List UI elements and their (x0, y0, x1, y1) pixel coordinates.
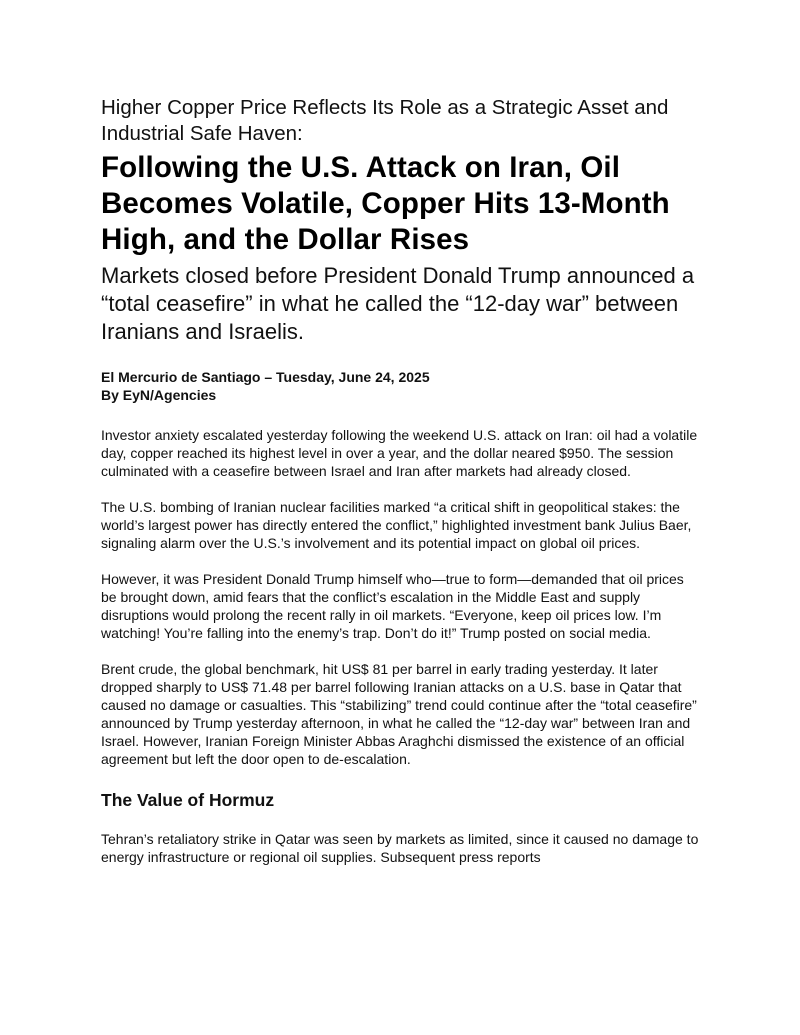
section-subhead: The Value of Hormuz (101, 790, 275, 810)
article-headline: Following the U.S. Attack on Iran, Oil Becomes Volatile, Copper Hits 13-Month High, and the Dollar Rises (101, 151, 670, 256)
paragraph-5: Tehran’s retaliatory strike in Qatar was seen by markets as limited, since it caused no damage to energy infrastructure or regional oil supplies. Subsequent press reports (101, 831, 699, 865)
paragraph-1: Investor anxiety escalated yesterday following the weekend U.S. attack on Iran: oil had a volatile day, copper reached its highest level in over a year, and the dollar neared $950. The session culminated with a ceasefire between Israel and Iran after markets had already closed. (101, 427, 698, 479)
article-kicker: Higher Copper Price Reflects Its Role as a Strategic Asset and Industrial Safe Haven: (101, 96, 669, 145)
source-line: El Mercurio de Santiago – Tuesday, June 24, 2025 (101, 369, 430, 385)
article-dek: Markets closed before President Donald Trump announced a “total ceasefire” in what he called the “12-day war” between Iranians and Israelis. (101, 263, 695, 344)
paragraph-4: Brent crude, the global benchmark, hit US$ 81 per barrel in early trading yesterday. It later dropped sharply to US$ 71.48 per barrel following Iranian attacks on a U.S. base in Qatar that caused no damage or casualties. This “stabilizing” trend could continue after the “total ceasefire” announced by Trump yesterday afternoon, in what he called the “12-day war” between Iran and Israel. However, Iranian Foreign Minister Abbas Araghchi dismissed the existence of an official agreement but left the door open to de-escalation. (101, 661, 697, 767)
article (101, 95, 701, 866)
author-line: By EyN/Agencies (101, 387, 217, 403)
byline (101, 368, 701, 404)
paragraph-3: However, it was President Donald Trump himself who—true to form—demanded that oil prices be brought down, amid fears that the conflict’s escalation in the Middle East and supply disruptions would prolong the recent rally in oil markets. “Everyone, keep oil prices low. I’m watching! You’re falling into the enemy’s trap. Don’t do it!” Trump posted on social media. (101, 571, 684, 641)
paragraph-2: The U.S. bombing of Iranian nuclear facilities marked “a critical shift in geopolitical stakes: the world’s largest power has directly entered the conflict,” highlighted investment bank Julius Baer, signaling alarm over the U.S.’s involvement and its potential impact on global oil prices. (101, 499, 692, 551)
